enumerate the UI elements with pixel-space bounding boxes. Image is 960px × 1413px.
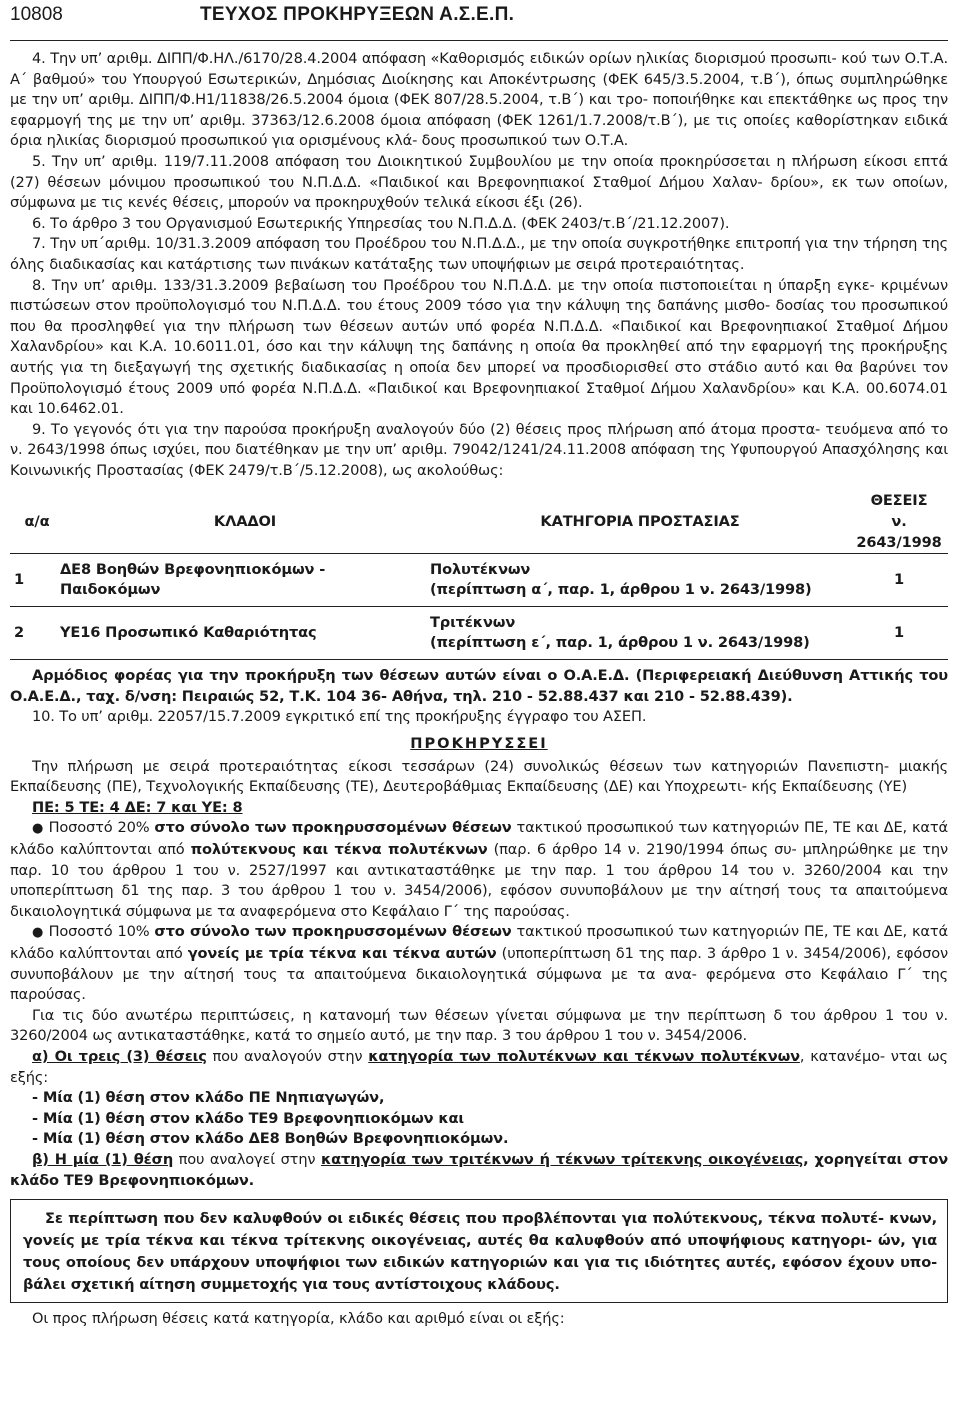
row-category-name: Τριτέκνων: [430, 614, 516, 632]
para-b-lead: β) Η μία (1) θέση: [32, 1150, 174, 1168]
para-b-tail: , χορηγείται στον κλάδο ΤΕ9 Βρεφονηπιοκόμων.: [10, 1150, 949, 1189]
header-category: ΚΑΤΗΓΟΡΙΑ ΠΡΟΣΤΑΣΙΑΣ: [430, 491, 850, 553]
allocation-paragraph: Για τις δύο ανωτέρω περιπτώσεις, η κατανομή των θέσεων γίνεται σύμφωνα με την περίπτωση δ του άρθρου 1 του ν. 3260/2004 ως αντικαταστάθηκε, κατά το σημείο αυτό, με την παρ. 3 του άρθρου 1 του ν. 3454/2006.: [10, 1006, 948, 1045]
paragraph-5: 5. Την υπ’ αριθμ. 119/7.11.2008 απόφαση του Διοικητικού Συμβουλίου με την οποία προκηρύσσεται η πλήρωση είκοσι επτά (27) θέσεων μόνιμου προσωπικού του Ν.Π.Δ.Δ. «Παιδικοί και Βρεφονηπιακοί Σταθμοί Δήμου Χαλαν- δρίου», εκ των οποίων, σύμφωνα με τις κενές θέσεις, μπορούν να προκηρυχθούν τελικά είκοσι έξι (26).: [10, 152, 948, 212]
paragraph-b: [10, 1150, 948, 1191]
list-item: - Μία (1) θέση στον κλάδο ΠΕ Νηπιαγωγών,: [32, 1089, 385, 1107]
row-category: [430, 607, 850, 660]
positions-summary: ΠΕ: 5 ΤΕ: 4 ΔΕ: 7 και ΥΕ: 8: [32, 798, 243, 816]
paragraph-10: 10. Το υπ’ αριθμ. 22057/15.7.2009 εγκριτικό επί της προκήρυξης έγγραφο του ΑΣΕΠ.: [32, 708, 647, 726]
header-positions: [850, 491, 948, 553]
paragraph-9: 9. Το γεγονός ότι για την παρούσα προκήρυξη αναλογούν δύο (2) θέσεις προς πλήρωση από άτομα προστα- τευόμενα από το ν. 2643/1998 όπως ισχύει, που διατέθηκαν με την υπ’ αριθμ. 79042/1241/24.11.2008 απόφαση της Υφυπουργού Απασχόλησης και Κοινωνικής Προστασίας (ΦΕΚ 2479/τ.Β΄/5.12.2008), ως ακολούθως:: [10, 420, 948, 479]
paragraph-7: 7. Την υπ΄αριθμ. 10/31.3.2009 απόφαση του Προέδρου του Ν.Π.Δ.Δ., με την οποία συγκροτήθηκε επιτροπή για την τήρηση της όλης διαδικασίας και κατάρτισης των πινάκων κατάταξης των υποψήφιων με σειρά προτεραιότητας.: [10, 235, 948, 273]
para-a-text: που αναλογούν στην: [212, 1047, 363, 1065]
paragraph-6: 6. Το άρθρο 3 του Οργανισμού Εσωτερικής Υπηρεσίας του Ν.Π.Δ.Δ. (ΦΕΚ 2403/τ.Β΄/21.12.2007).: [32, 214, 730, 232]
header-klados: ΚΛΑΔΟΙ: [60, 491, 430, 553]
para-b-text: που αναλογεί στην: [178, 1150, 316, 1168]
bullet2-d: γονείς με τρία τέκνα και τέκνα αυτών: [187, 944, 497, 962]
paragraph-a: [10, 1047, 948, 1088]
bullet-icon: ●: [32, 821, 44, 837]
header-positions-line1: ΘΕΣΕΙΣ: [870, 492, 928, 510]
closing-line: Οι προς πλήρωση θέσεις κατά κατηγορία, κλάδο και αριθμό είναι οι εξής:: [32, 1310, 565, 1328]
bullet-icon: ●: [32, 925, 44, 941]
bullet1-e: (παρ. 6 άρθρο 14 ν. 2190/1994 όπως συ- μπληρώθηκε με την παρ. 10 του άρθρου 1 του ν. 2527/1997 και αντικαταστάθηκε με την παρ. 1 του άρθρου 14 του ν. 3260/2004 και την υποπερίπτωση δ1 της παρ. 3 του άρθρου 1 του ν. 3454/2006), εφόσον συνυποβάλουν με την αίτησή τους τα απαιτούμενα δικαιολογητικά σύμφωνα με τα αναφερόμενα στο Κεφάλαιο Γ΄ της παρούσας.: [10, 841, 948, 920]
table-header-row: [10, 491, 948, 553]
row-aa: 2: [10, 607, 60, 660]
bullet-triteknoi: [10, 922, 948, 1005]
header-rule: [10, 40, 948, 41]
bullet1-c: τακτικού προσωπικού των κατηγοριών ΠΕ, ΤΕ και ΔΕ, κατά κλάδο καλύπτονται από: [10, 819, 948, 858]
paragraph-8: 8. Την υπ’ αριθμ. 133/31.3.2009 βεβαίωση του Προέδρου του Ν.Π.Δ.Δ. με την οποία πιστοποιείται η ύπαρξη εγκε- κριμένων πιστώσεων στον προϋπολογισμό του Ν.Π.Δ.Δ. του έτους 2009 τόσο για την κάλυψη της δαπάνης μισθο- δοσίας του προσωπικού που θα προσληφθεί για την πλήρωση των θέσεων αυτών υπό φορέα Ν.Π.Δ.Δ. «Παιδικοί και Βρεφονηπιακοί Σταθμοί Δήμου Χαλανδρίου» και Κ.Α. 10.6011.01, όσο και την κάλυψη της δαπάνης η οποία θα προκληθεί από την εφαρμογή της προκήρυξης αυτής για τη διεξαγωγή της σχετικής διαδικασίας η οποία δεν μπορεί να προσδιορισθεί στο στάδιο αυτό και θα βαρύνει τον Προϋπολογισμό έτους 2009 υπό φορέα Ν.Π.Δ.Δ. «Παιδικοί και Βρεφονηπιακοί Σταθμοί Δήμου Χαλανδρίου» και Κ.Α. 00.6074.01 και 10.6462.01.: [10, 276, 948, 418]
document-body: [10, 49, 948, 1330]
note-box: [10, 1199, 948, 1303]
row-positions: 1: [850, 554, 948, 607]
prokiryssei-heading: ΠΡΟΚΗΡΥΣΣΕΙ: [410, 735, 548, 753]
bullet1-a: Ποσοστό 20%: [48, 819, 150, 837]
para-b-category: κατηγορία των τριτέκνων ή τέκνων τρίτεκνης οικογένειας: [320, 1150, 804, 1168]
journal-title: ΤΕΥΧΟΣ ΠΡΟΚΗΡΥΞΕΩΝ Α.Σ.Ε.Π.: [200, 4, 515, 25]
row-category: [430, 554, 850, 607]
protected-positions-table: [10, 491, 948, 660]
header-aa: α/α: [10, 491, 60, 553]
row-klados: ΔΕ8 Βοηθών Βρεφονηπιοκόμων - Παιδοκόμων: [60, 554, 430, 607]
row-klados: ΥΕ16 Προσωπικό Καθαριότητας: [60, 607, 430, 660]
page-number: 10808: [10, 4, 63, 25]
row-category-name: Πολυτέκνων: [430, 561, 531, 579]
competent-authority: Αρμόδιος φορέας για την προκήρυξη των θέσεων αυτών είναι ο Ο.Α.Ε.Δ. (Περιφερειακή Διεύθυνση Αττικής του Ο.Α.Ε.Δ., ταχ. δ/νση: Πειραιώς 52, Τ.Κ. 104 36- Αθήνα, τηλ. 210 - 52.88.437 και 210 - 52.88.439).: [10, 667, 948, 705]
bullet1-d: πολύτεκνους και τέκνα πολυτέκνων: [190, 841, 488, 858]
row-category-ref: (περίπτωση ε΄, παρ. 1, άρθρου 1 ν. 2643/1998): [430, 634, 810, 652]
bullet1-b: στο σύνολο των προκηρυσσομένων θέσεων: [154, 819, 512, 837]
row-category-ref: (περίπτωση α΄, παρ. 1, άρθρου 1 ν. 2643/1998): [430, 581, 812, 599]
table-row: [10, 554, 948, 607]
list-item: - Μία (1) θέση στον κλάδο ΔΕ8 Βοηθών Βρεφονηπιοκόμων.: [32, 1130, 509, 1148]
bullet2-e: (υποπερίπτωση δ1 της παρ. 3 άρθρο 1 ν. 3454/2006), εφόσον συνυποβάλουν με την αίτησή τους τα απαιτούμενα δικαιολογητικά σύμφωνα με τα ανα- φερόμενα στο Κεφάλαιο Γ΄ της παρούσας.: [10, 944, 949, 1004]
para-a-category: κατηγορία των πολυτέκνων και τέκνων πολυτέκνων: [368, 1047, 800, 1065]
intro-paragraph: Την πλήρωση με σειρά προτεραιότητας είκοσι τεσσάρων (24) συνολικώς θέσεων των κατηγοριών Πανεπιστη- μιακής Εκπαίδευσης (ΠΕ), Τεχνολογικής Εκπαίδευσης (ΤΕ), Δευτεροβάθμιας Εκπαίδευσης (ΔΕ) και Υποχρεωτι- κής Εκπαίδευσης (ΥΕ): [10, 757, 948, 796]
bullet2-a: Ποσοστό 10%: [48, 923, 150, 941]
para-a-tail: , κατανέμο- νται ως εξής:: [10, 1047, 948, 1086]
bullet-polyteknoi: [10, 818, 948, 922]
header-positions-line2: ν. 2643/1998: [856, 513, 942, 551]
page-header: [10, 4, 948, 40]
paragraph-4: 4. Την υπ’ αριθμ. ΔΙΠΠ/Φ.ΗΛ./6170/28.4.2004 απόφαση «Καθορισμός ειδικών ορίων ηλικίας διορισμού προσωπι- κού των Ο.Τ.Α. Α΄ βαθμού» του Υπουργού Εσωτερικών, Δημόσιας Διοίκησης και Αποκέντρωσης (ΦΕΚ 645/3.5.2004, τ.Β΄), όπως συμπληρώθηκε με την υπ’ αριθμ. ΔΙΠΠ/Φ.Η1/11838/26.5.2004 όμοια (ΦΕΚ 807/28.5.2004, τ.Β΄) και τρο- ποποιήθηκε και επεκτάθηκε ως προς την εφαρμογή της με την υπ’ αριθμ. 37363/12.6.2008 όμοια απόφαση (ΦΕΚ 1261/1.7.2008/τ.Β΄), με τις οποίες καθορίστηκαν ειδικά όρια ηλικίας διορισμού προσωπικού για ορισμένους κλά- δους προσωπικού των Ο.Τ.Α.: [10, 50, 948, 150]
row-aa: 1: [10, 554, 60, 607]
row-positions: 1: [850, 607, 948, 660]
note-text: Σε περίπτωση που δεν καλυφθούν οι ειδικές θέσεις που προβλέπονται για πολύτεκνους, τέκνα πολυτέ- κνων, γονείς με τρία τέκνα και τέκνα τρίτεκνης οικογένειας, αυτές θα καλυφθούν από υποψήφιους κατηγορι- ών, για τους οποίους δεν υπάρχουν υποψήφιοι των ειδικών κατηγοριών και για τις ιδιότητες αυτές, εφόσον έχουν υπο- βάλει σχετική αίτηση συμμετοχής για τους αντίστοιχους κλάδους.: [23, 1210, 937, 1294]
bullet2-b: στο σύνολο των προκηρυσσομένων θέσεων: [154, 923, 512, 941]
list-item: - Μία (1) θέση στον κλάδο ΤΕ9 Βρεφονηπιοκόμων και: [32, 1109, 464, 1127]
table-row: [10, 607, 948, 660]
para-a-lead: α) Οι τρεις (3) θέσεις: [32, 1047, 207, 1065]
bullet2-c: τακτικού προσωπικού των κατηγοριών ΠΕ, ΤΕ και ΔΕ, κατά κλάδο καλύπτονται από: [10, 923, 948, 962]
list-a: [10, 1088, 948, 1150]
